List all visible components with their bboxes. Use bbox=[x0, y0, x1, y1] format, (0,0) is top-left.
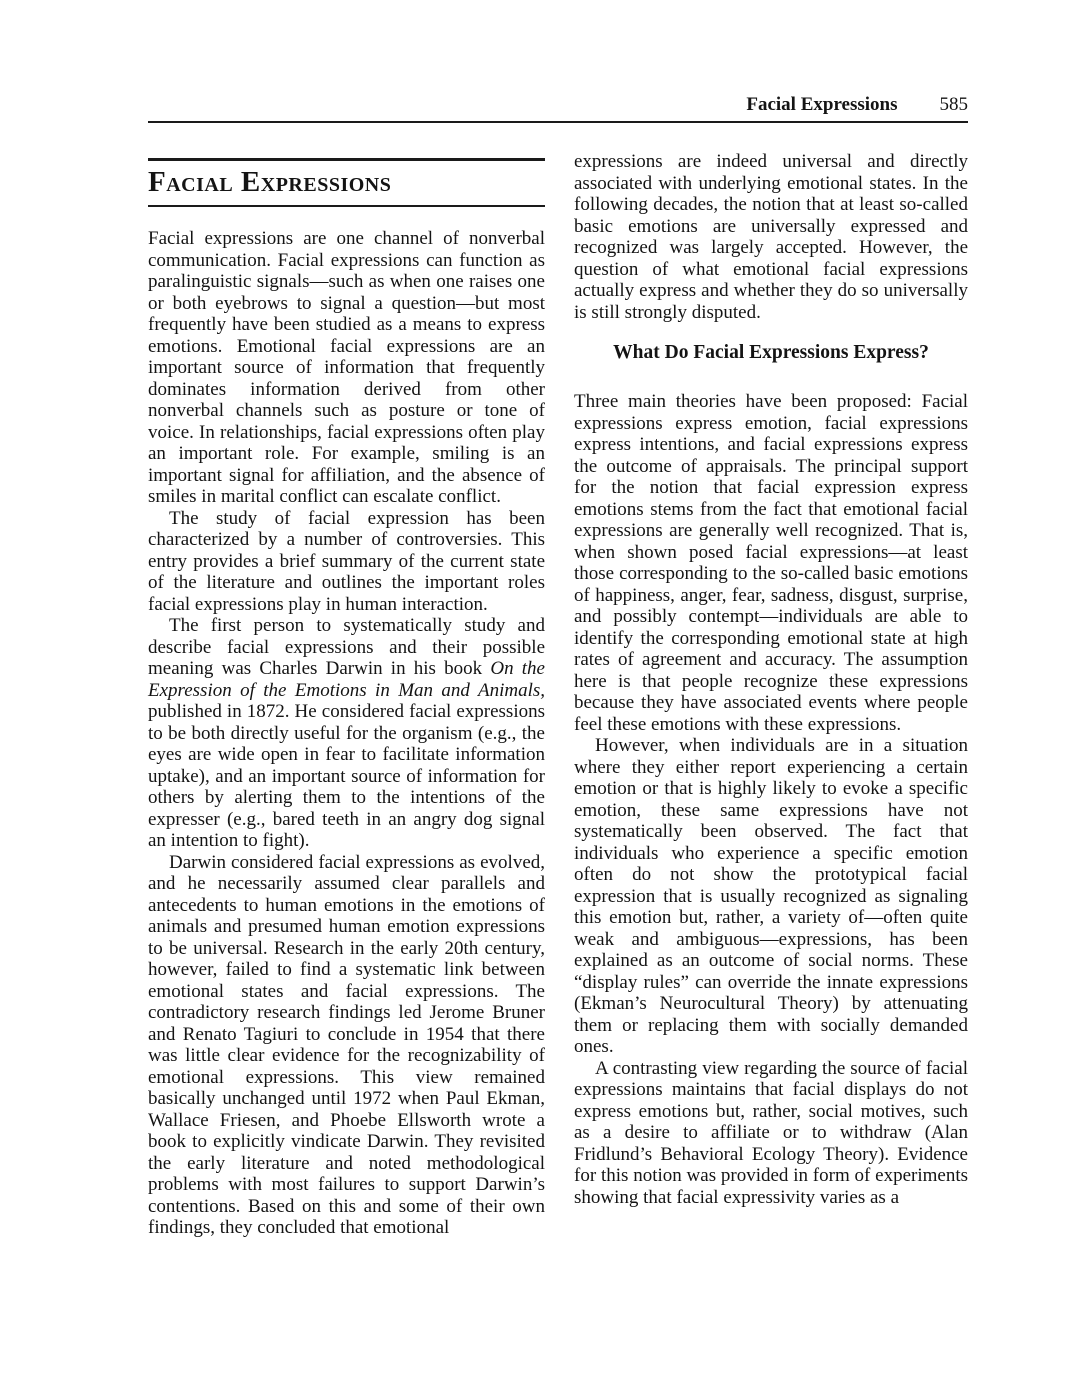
paragraph bbox=[574, 151, 968, 323]
text-segment: Three main theories have been proposed: Facial expressions express emotion, facial expressions express intentions, and facial expressions express the outcome of appraisals. The principal support for the notion that facial expression express emotions stems from the fact that emotional facial expressions are generally well recognized. That is, when shown posed facial expressions—at least those corresponding to the so-called basic emotions of happiness, anger, fear, sadness, disgust, surprise, and possibly contempt—individuals are able to identify the corresponding emotional state at high rates of agreement and accuracy. The assumption here is that people recognize these expressions because they have associated events where people feel these emotions with these expressions. bbox=[574, 391, 968, 735]
paragraph bbox=[148, 508, 545, 616]
paragraph bbox=[574, 1058, 968, 1209]
text-segment: However, when individuals are in a situation where they either report experiencing a certain emotion or that is highly likely to evoke a specific emotion, these same expressions have not systematically been observed. The fact that individuals who experience a specific emotion often do not show the prototypical facial expression that is usually recognized as signaling this emotion but, rather, a variety of—often quite weak and ambiguous—expressions, has been explained as an outcome of social norms. These “display rules” can override the innate expressions (Ekman’s Neurocultural Theory) by attenuating them or replacing them with socially demanded ones. bbox=[574, 735, 968, 1057]
article-title-block bbox=[148, 158, 545, 207]
article-title: Facial Expressions bbox=[148, 166, 392, 198]
left-column bbox=[148, 158, 545, 1239]
page-number: 585 bbox=[939, 94, 968, 115]
section-heading: What Do Facial Expressions Express? bbox=[613, 342, 929, 363]
paragraph bbox=[148, 615, 545, 852]
text-segment: The first person to systematically study and describe facial expressions and their possible meaning was Charles Darwin in his book bbox=[148, 615, 545, 679]
right-column bbox=[574, 151, 968, 1208]
text-segment: Darwin considered facial expressions as evolved, and he necessarily assumed clear parallels and antecedents to human emotions in the emotions of animals and presumed human emotion expressions to be universal. Research in the early 20th century, however, failed to find a systematic link between emotional states and facial expressions. The contradictory research findings led Jerome Bruner and Renato Tagiuri to conclude in 1954 that there was little clear evidence for the recognizability of emotional expressions. This view remained basically unchanged until 1972 when Paul Ekman, Wallace Friesen, and Phoebe Ellsworth wrote a book to explicitly vindicate Darwin. They revisited the early literature and noted methodological problems with most failures to support Darwin’s contentions. Based on this and some of their own findings, they concluded that emotional bbox=[148, 851, 545, 1238]
running-header bbox=[148, 94, 968, 123]
text-segment: A contrasting view regarding the source of facial expressions maintains that facial displays do not express emotions but, rather, social motives, such as a desire to affiliate or to withdraw (Alan Fridlund’s Behavioral Ecology Theory). Evidence for this notion was provided in form of experiments showing that facial expressivity varies as a bbox=[574, 1057, 968, 1208]
text-segment: Facial expressions are one channel of nonverbal communication. Facial expressions can function as paralinguistic signals—such as when one raises one or both eyebrows to signal a question—but most frequently have been studied as a means to express emotions. Emotional facial expressions are an important source of information that frequently dominates information derived from other nonverbal channels such as posture or tone of voice. In relationships, facial expressions often play an important role. For example, smiling is an important signal for affiliation, and the absence of smiles in marital conflict can escalate conflict. bbox=[148, 228, 545, 507]
book-title-italic: On the Expression of the Emotions in Man and Animals, bbox=[148, 658, 545, 701]
paragraph bbox=[574, 391, 968, 735]
left-column-body bbox=[148, 228, 545, 1239]
paragraph bbox=[574, 735, 968, 1058]
text-segment: expressions are indeed universal and directly associated with underlying emotional states. In the following decades, the notion that at least so-called basic emotions are universally expressed and recognized was largely accepted. However, the question of what emotional facial expressions actually express and whether they do so universally is still strongly disputed. bbox=[574, 151, 968, 323]
paragraph bbox=[148, 852, 545, 1239]
text-segment: published in 1872. He considered facial expressions to be both directly useful for the organism (e.g., the eyes are wide open in fear to facilitate information uptake), and an important source of information for others by alerting them to the intentions of the expresser (e.g., bared teeth in an angry dog signal an intention to fight). bbox=[148, 701, 545, 851]
running-head-title: Facial Expressions bbox=[746, 94, 898, 115]
right-column-body-top bbox=[574, 151, 968, 323]
text-segment: The study of facial expression has been characterized by a number of controversies. This entry provides a brief summary of the current state of the literature and outlines the important roles facial expressions play in human interaction. bbox=[148, 507, 545, 615]
right-column-body-bottom bbox=[574, 391, 968, 1208]
paragraph bbox=[148, 228, 545, 508]
